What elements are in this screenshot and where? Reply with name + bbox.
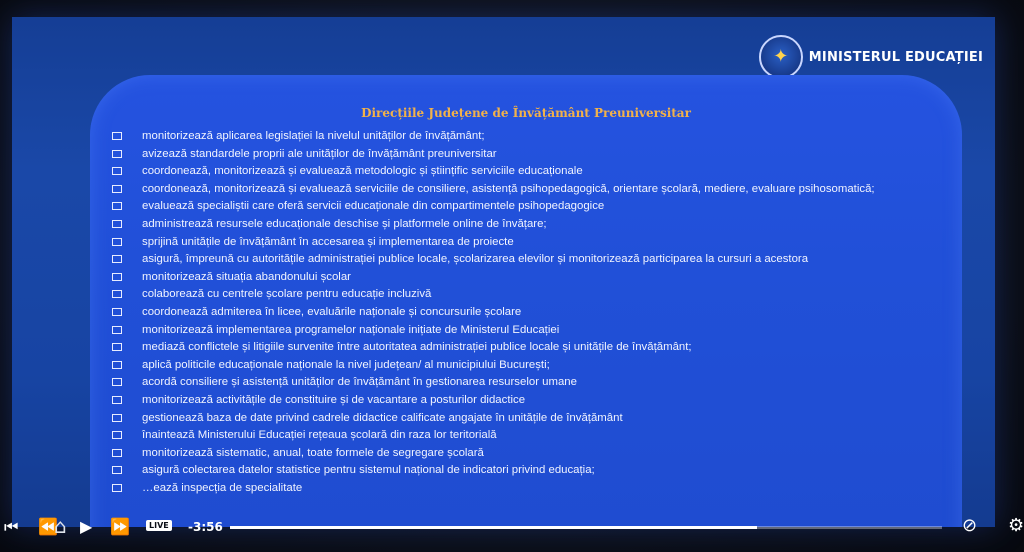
player-controls <box>0 508 1024 552</box>
checkbox-bullet-icon <box>112 150 122 158</box>
checkbox-bullet-icon <box>112 449 122 457</box>
checkbox-bullet-icon <box>112 378 122 386</box>
play-icon[interactable]: ▶ <box>80 517 93 536</box>
duty-item <box>98 445 918 463</box>
duty-item-text: monitorizează sistematic, anual, toate formele de segregare școlară <box>142 446 484 459</box>
duty-item-text: asigură, împreună cu autoritățile administrației publice locale, școlarizarea elevilor și monitorizează participarea la cursuri a acestora <box>142 253 809 266</box>
duty-item-text: monitorizează activitățile de constituire și de vacantare a posturilor didactice <box>142 393 526 406</box>
duty-item <box>98 357 918 375</box>
duty-item <box>98 269 918 287</box>
rewind-icon[interactable]: ⏪ <box>38 517 58 536</box>
checkbox-bullet-icon <box>112 255 122 263</box>
duty-item-text: monitorizează implementarea programelor naționale inițiate de Ministerul Educației <box>142 323 560 336</box>
checkbox-bullet-icon <box>112 396 122 404</box>
duty-item-text: coordonează, monitorizează și evaluează serviciile de consiliere, asistență psihopedagogică, orientare școlară, mediere, evaluare psihosomatică; <box>142 182 875 195</box>
time-remaining: -3:56 <box>188 520 223 534</box>
duty-item-text: coordonează admiterea în licee, evaluările naționale și concursurile școlare <box>142 305 522 318</box>
duty-item <box>98 392 918 410</box>
progress-bar[interactable] <box>230 526 942 529</box>
duty-item-text: colaborează cu centrele școlare pentru educație incluzivă <box>142 288 432 301</box>
duty-item-text: monitorizează aplicarea legislației la nivelul unităților de învățământ; <box>142 130 485 142</box>
duty-item <box>98 339 918 357</box>
duty-item <box>98 286 918 304</box>
ministry-name: MINISTERUL EDUCAȚIEI <box>808 49 983 65</box>
skip-back-icon[interactable]: ⏮ <box>4 517 19 536</box>
duty-item-text: aplică politicile educaționale naționale la nivel județean/ al municipiului București; <box>142 358 550 371</box>
duty-item <box>98 427 918 445</box>
ministry-header <box>759 35 983 79</box>
checkbox-bullet-icon <box>112 466 122 474</box>
live-badge[interactable]: LIVE <box>146 520 172 531</box>
duty-item <box>98 181 918 199</box>
checkbox-bullet-icon <box>112 185 122 193</box>
duty-item-text: avizează standardele proprii ale unităților de învățământ preuniversitar <box>142 147 497 160</box>
checkbox-bullet-icon <box>112 431 122 439</box>
progress-fill <box>230 526 757 529</box>
duty-item <box>98 234 918 252</box>
duty-item-text: evaluează specialiștii care oferă servicii educaționale din compartimentele psihopedagogice <box>142 200 605 213</box>
checkbox-bullet-icon <box>112 484 122 492</box>
checkbox-bullet-icon <box>112 202 122 210</box>
duty-item-text: monitorizează situația abandonului școlar <box>142 270 351 283</box>
checkbox-bullet-icon <box>112 290 122 298</box>
duty-item <box>98 251 918 269</box>
duty-item <box>98 480 918 498</box>
duty-item-text: administrează resursele educaționale deschise și platformele online de învățare; <box>142 217 547 230</box>
captions-icon[interactable]: ⊘ <box>962 515 978 536</box>
duty-item <box>98 462 918 480</box>
duty-item-text: asigură colectarea datelor statistice pentru sistemul național de indicatori privind educația; <box>142 464 595 477</box>
duty-item-text: înaintează Ministerului Educației rețeaua școlară din raza lor teritorială <box>142 429 497 442</box>
checkbox-bullet-icon <box>112 238 122 246</box>
checkbox-bullet-icon <box>112 414 122 422</box>
duty-item-text: mediază conflictele și litigiile survenite între autoritatea administrației publice locale și unitățile de învățământ; <box>142 341 692 354</box>
duty-item <box>98 163 918 181</box>
duty-item <box>98 128 918 146</box>
duty-item <box>98 374 918 392</box>
checkbox-bullet-icon <box>112 220 122 228</box>
duty-item <box>98 216 918 234</box>
checkbox-bullet-icon <box>112 326 122 334</box>
duty-item-text: gestionează baza de date privind cadrele didactice calificate angajate în unitățile de învățământ <box>142 411 623 424</box>
checkbox-bullet-icon <box>112 343 122 351</box>
slide-title: Direcțiile Județene de Învățământ Preuniversitar <box>361 106 691 120</box>
duty-item <box>98 304 918 322</box>
checkbox-bullet-icon <box>112 167 122 175</box>
duty-item <box>98 198 918 216</box>
fast-forward-icon[interactable]: ⏩ <box>110 517 130 536</box>
duties-list <box>98 128 918 497</box>
home-icon[interactable]: ⌂ <box>54 514 67 538</box>
duty-item <box>98 410 918 428</box>
duty-item-text: coordonează, monitorizează și evaluează metodologic și științific serviciile educaționale <box>142 165 583 178</box>
ministry-crest-icon: ✦ <box>759 35 803 79</box>
checkbox-bullet-icon <box>112 308 122 316</box>
settings-icon[interactable]: ⚙ <box>1008 515 1024 536</box>
duty-item-text: sprijină unitățile de învățământ în accesarea și implementarea de proiecte <box>142 235 514 248</box>
duty-item-text: acordă consiliere și asistență unităților de învățământ în gestionarea resurselor umane <box>142 376 577 389</box>
checkbox-bullet-icon <box>112 273 122 281</box>
checkbox-bullet-icon <box>112 132 122 140</box>
checkbox-bullet-icon <box>112 361 122 369</box>
duty-item <box>98 146 918 164</box>
duty-item <box>98 322 918 340</box>
duty-item-text: …ează inspecția de specialitate <box>142 481 303 494</box>
